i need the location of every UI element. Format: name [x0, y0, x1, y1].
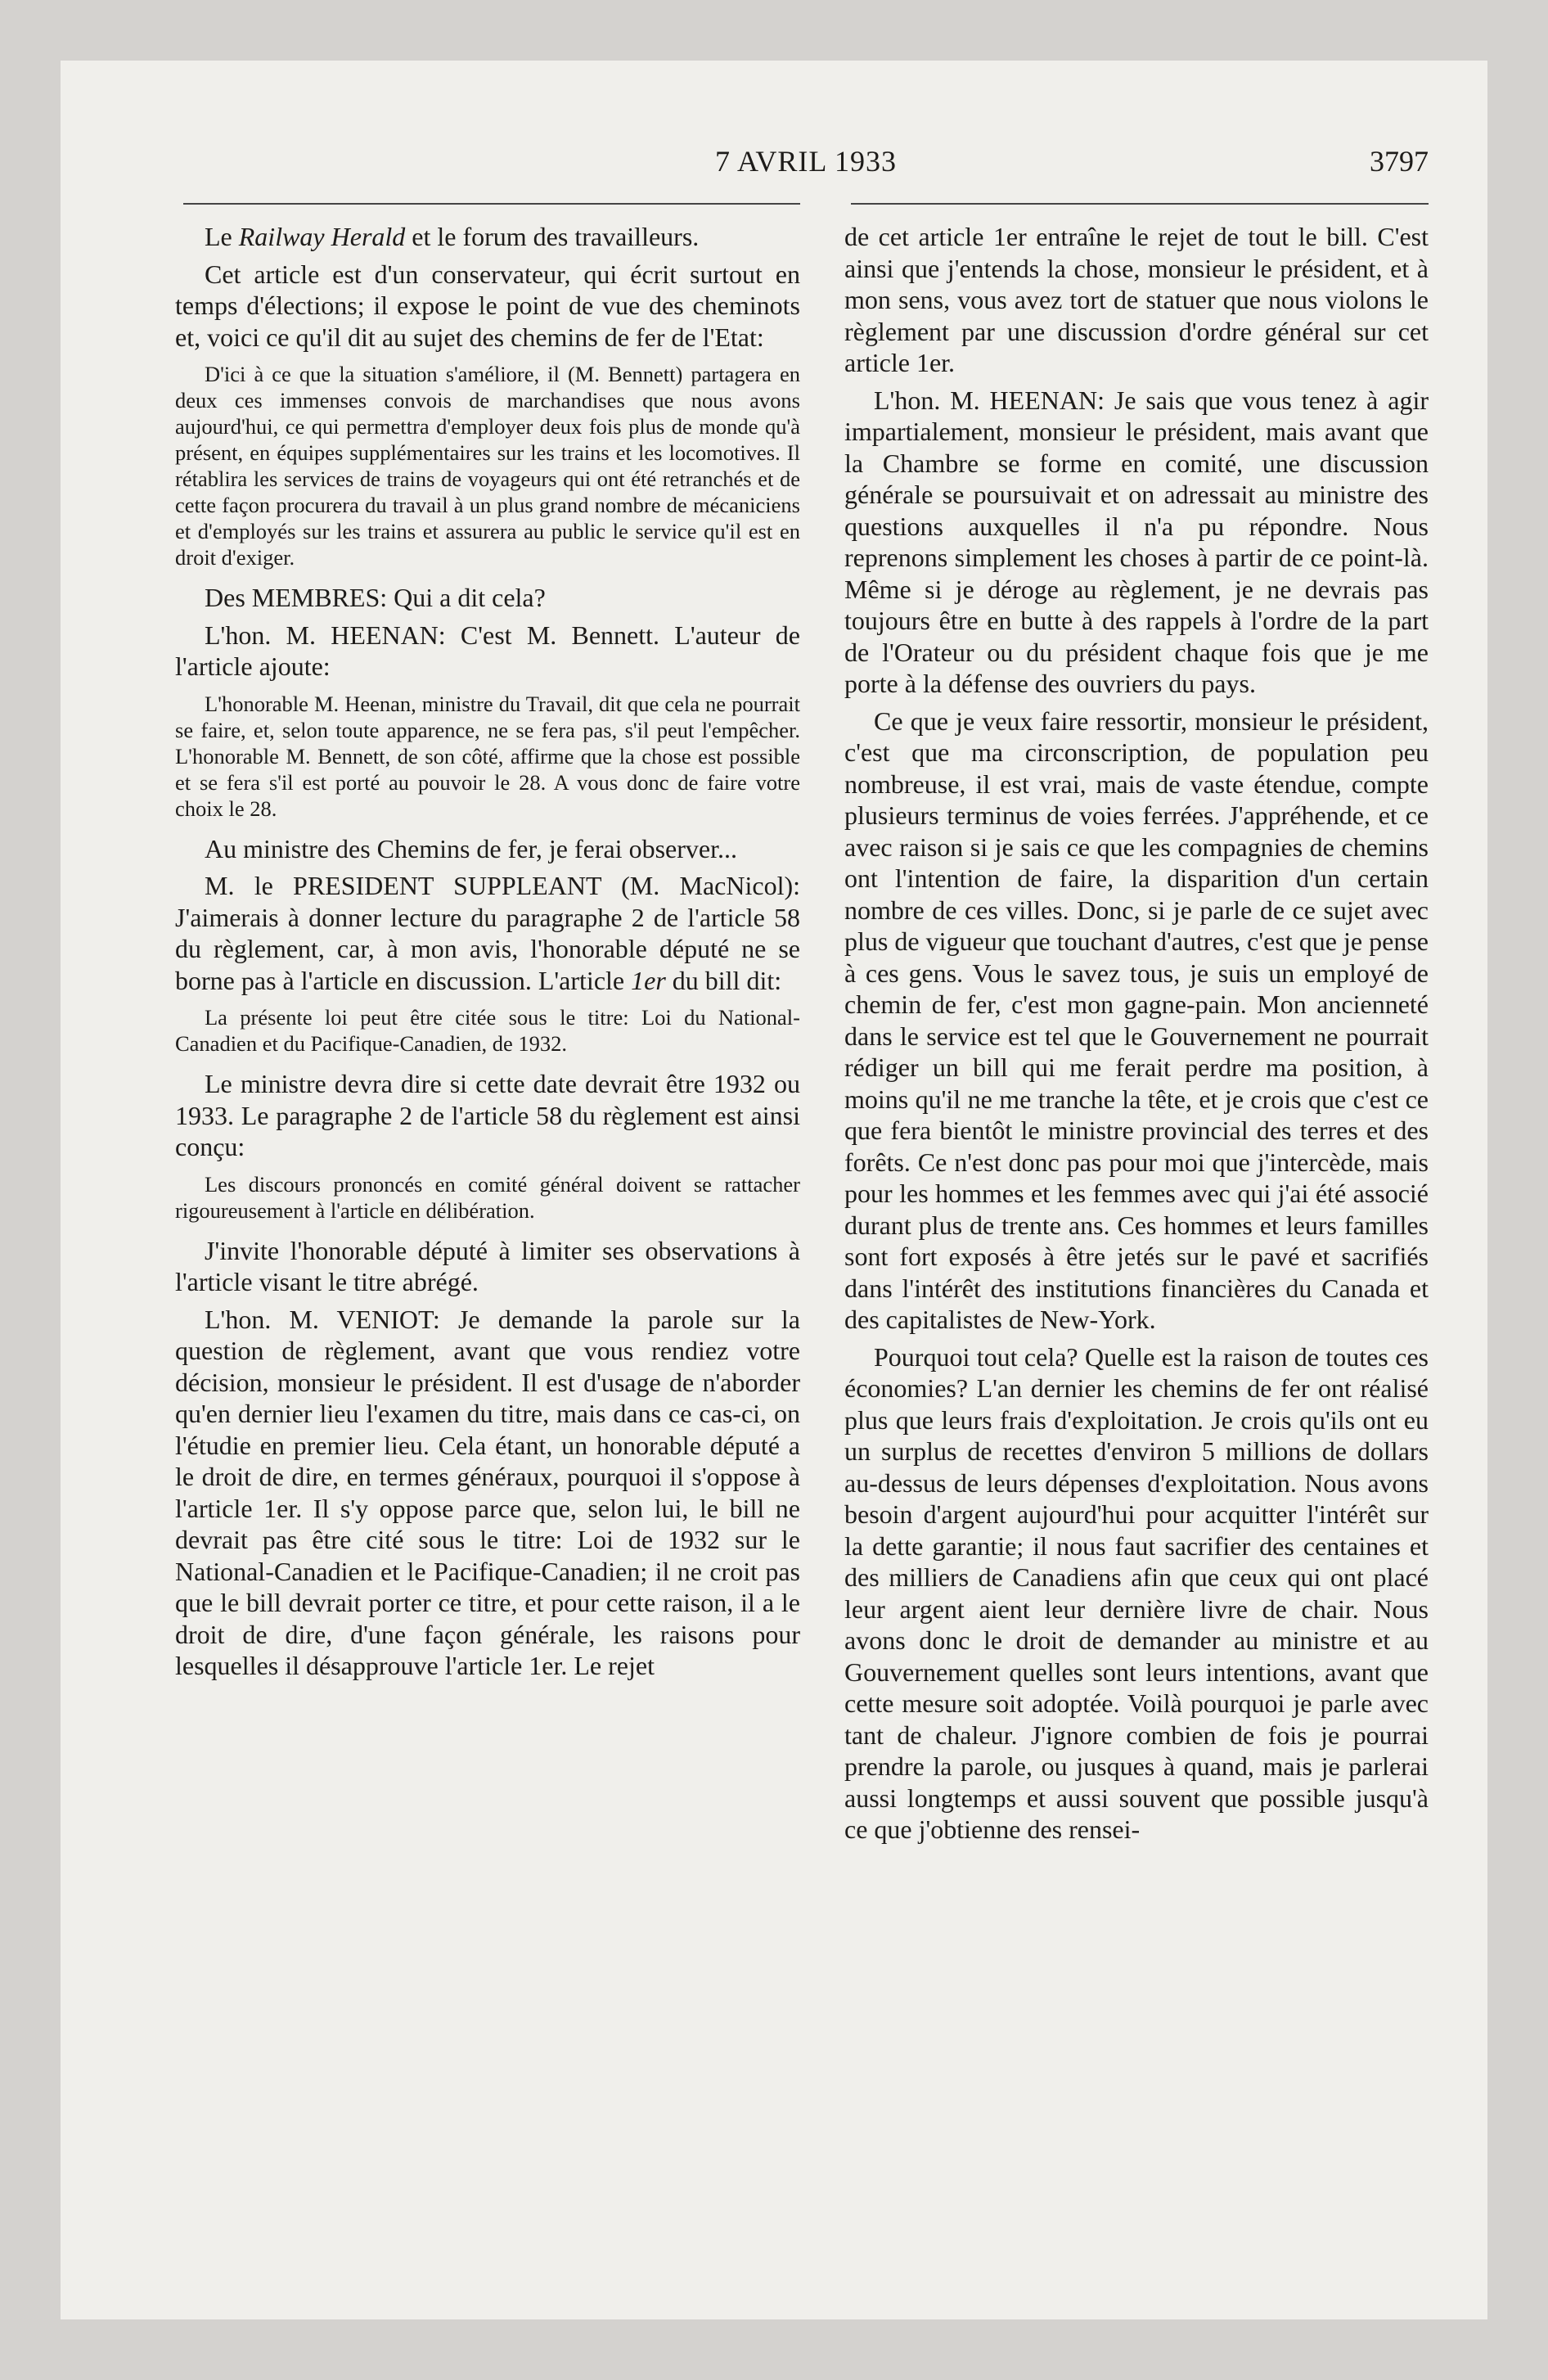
paragraph: de cet article 1er entraîne le rejet de tout le bill. C'est ainsi que j'entends la chose, monsieur le président, et à mon sens, vous avez tort de statuer que nous violons le règlement par une discussion d'ordre général sur cet article 1er.	[844, 222, 1429, 377]
paragraph: Cet article est d'un conservateur, qui écrit surtout en temps d'élections; il expose le point de vue des cheminots et, voici ce qu'il dit au sujet des chemins de fer de l'Etat:	[175, 259, 800, 352]
quotation: Les discours prononcés en comité général doivent se rattacher rigoureusement à l'article en délibération.	[175, 1171, 800, 1223]
header-rule-left	[183, 203, 800, 205]
paragraph: Le ministre devra dire si cette date devrait être 1932 ou 1933. Le paragraphe 2 de l'article 58 du règlement est ainsi conçu:	[175, 1069, 800, 1161]
page-number: 3797	[1370, 145, 1429, 178]
page-header	[183, 136, 1429, 185]
header-rule-right	[851, 203, 1429, 205]
paragraph	[175, 870, 800, 996]
ordinal-italic: 1er	[631, 965, 666, 995]
right-column	[844, 221, 1429, 1851]
paragraph: Ce que je veux faire ressortir, monsieur le président, c'est que ma circonscription, de population peu nombreuse, il est vrai, mais de vaste étendue, compte plusieurs terminus de voies ferrées. J'appréhende, et ce avec raison si je sais ce que les compagnies de chemins ont l'intention de faire, la disparition d'un certain nombre de ces villes. Donc, si je parle de ce sujet avec plus de vigueur que touchant d'autres, c'est que je pense à ces gens. Vous le savez tous, je suis un employé de chemin de fer, c'est mon gagne-pain. Mon ancienneté dans le service est tel que le Gouvernement ne pourrait rédiger un bill qui me ferait perdre ma position, à moins qu'il ne me tranche la tête, et je crois que c'est ce que fera bientôt le ministre provincial des terres et des forêts. Ce n'est donc pas pour moi que j'intercède, mais pour les hommes et les femmes avec qui j'ai été associé durant plus de trente ans. Ces hommes et leurs familles sont fort exposés à être jetés sur le pavé et sacrifiés dans l'intérêt des institutions financières du Canada et des capitalistes de New-York.	[844, 705, 1429, 1334]
text-span: du bill dit:	[665, 965, 782, 995]
paragraph: Des MEMBRES: Qui a dit cela?	[205, 583, 546, 612]
text-span: Le	[205, 222, 239, 251]
header-date: 7 AVRIL 1933	[714, 145, 898, 178]
paragraph: Pourquoi tout cela? Quelle est la raison de toutes ces économies? L'an dernier les chemins de fer ont réalisé plus que leurs frais d'exploitation. Je crois qu'ils ont eu un surplus de recettes d'environ 5 millions de dollars au-dessus de leurs dépenses d'exploitation. Nous avons besoin d'argent aujourd'hui pour acquitter l'intérêt sur la dette garantie; il nous faut sacrifier des centaines et des milliers de Canadiens afin que ceux qui ont placé leur argent aient leur dernière livre de chair. Nous avons donc le droit de demander au ministre et au Gouvernement quelles sont leurs intentions, avant que cette mesure soit adoptée. Voilà pourquoi je parle avec tant de chaleur. J'ignore combien de fois je pourrai prendre la parole, ou jusques à quand, mais je parlerai aussi longtemps et aussi souvent que possible jusqu'à ce que j'obtienne des rensei-	[844, 1341, 1429, 1844]
quotation: L'honorable M. Heenan, ministre du Travail, dit que cela ne pourrait se faire, et, selon toute apparence, ne se fera pas, s'il peut l'empêcher. L'honorable M. Bennett, de son côté, affirme que la chose est possible et se fera s'il est porté au pouvoir le 28. A vous donc de faire votre choix le 28.	[175, 691, 800, 821]
quotation: La présente loi peut être citée sous le titre: Loi du National-Canadien et du Pacifique-Canadien, de 1932.	[175, 1005, 800, 1056]
text-span: M. le PRESIDENT SUPPLEANT (M. MacNicol): J'aimerais à donner lecture du paragraphe 2 de l'article 58 du règlement, car, à mon avis, l'honorable député ne se borne pas à l'article en discussion. L'article	[175, 871, 800, 995]
paragraph: Au ministre des Chemins de fer, je ferai observer...	[205, 833, 737, 863]
paragraph: L'hon. M. VENIOT: Je demande la parole sur la question de règlement, avant que vous rendiez votre décision, monsieur le président. Il est d'usage de n'aborder qu'en dernier lieu l'examen du titre, mais dans ce cas-ci, on l'étudie en premier lieu. Cela étant, un honorable député a le droit de dire, en termes généraux, pourquoi il s'oppose à l'article 1er. Il s'y oppose parce que, selon lui, le bill ne devrait pas être cité sous le titre: Loi de 1932 sur le National-Canadien et le Pacifique-Canadien; il ne croit pas que le bill devrait porter ce titre, et pour cette raison, il a le droit de dire, d'une façon générale, les raisons pour lesquelles il désapprouve l'article 1er. Le rejet	[175, 1304, 800, 1680]
text-span: et le forum des travailleurs.	[405, 222, 700, 251]
left-column	[175, 221, 800, 1688]
publication-title: Railway Herald	[238, 222, 406, 251]
page	[61, 61, 1487, 2319]
paragraph: J'invite l'honorable député à limiter ses observations à l'article visant le titre abrégé.	[175, 1235, 800, 1296]
paragraph: L'hon. M. HEENAN: C'est M. Bennett. L'auteur de l'article ajoute:	[175, 620, 800, 681]
paragraph: L'hon. M. HEENAN: Je sais que vous tenez à agir impartialement, monsieur le président, mais avant que la Chambre se forme en comité, une discussion générale se poursuivait et on adressait au ministre des questions auxquelles il n'a pu répondre. Nous reprenons simplement les choses à partir de ce point-là. Même si je déroge au règlement, je ne devrais pas toujours être en butte à des rappels à l'ordre de la part de l'Orateur ou du président chaque fois que je me porte à la défense des ouvriers du pays.	[844, 385, 1429, 698]
quotation: D'ici à ce que la situation s'améliore, il (M. Bennett) partagera en deux ces immenses convois de marchandises que nous avons aujourd'hui, ce qui permettra d'employer deux fois plus de monde qu'à présent, en équipes supplémentaires sur les trains et les locomotives. Il rétablira les services de trains de voyageurs qui ont été retranchés et de cette façon procurera du travail à un plus grand nombre de mécaniciens et d'employés sur les trains et assurera au public le service qu'il est en droit d'exiger.	[175, 362, 800, 570]
paragraph	[175, 221, 800, 253]
